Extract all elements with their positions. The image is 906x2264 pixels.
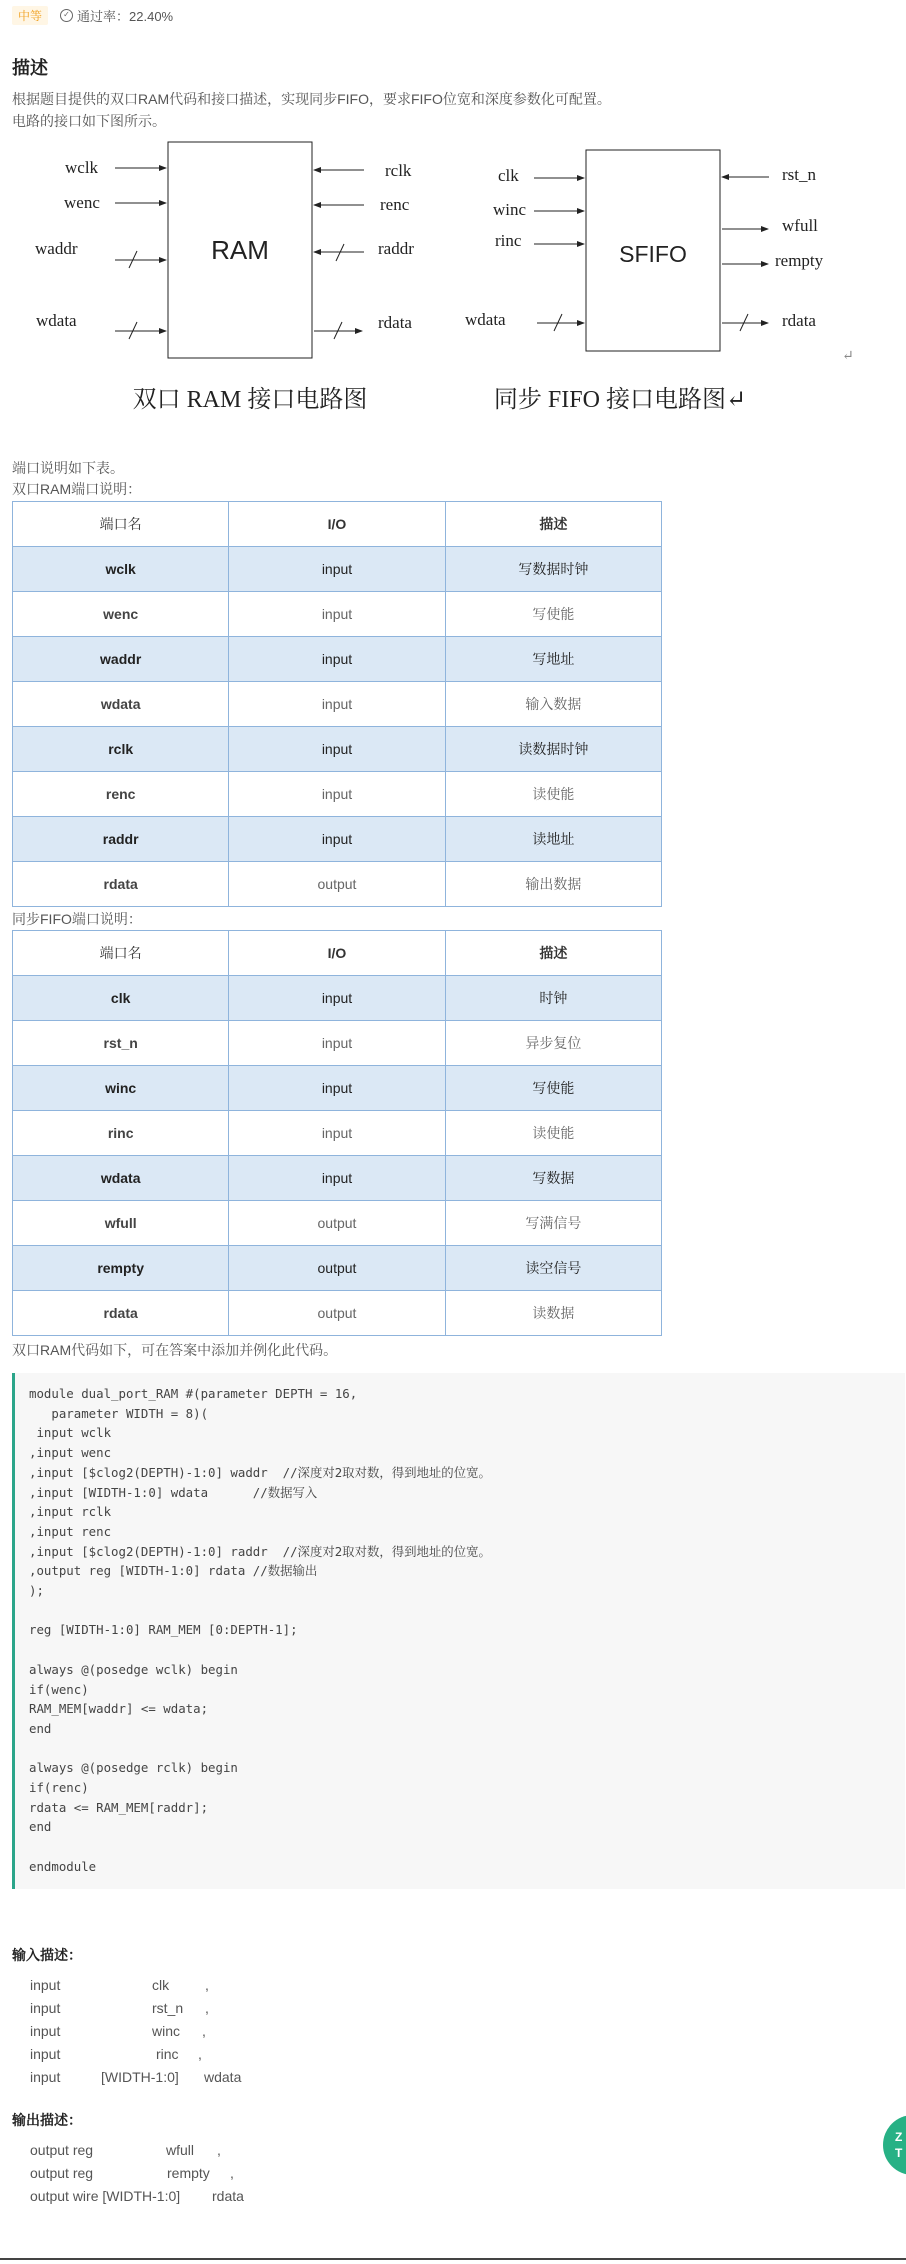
cell-port: rempty [13, 1246, 229, 1291]
cell-port: waddr [13, 637, 229, 682]
signal-name: winc [152, 2023, 181, 2039]
sfifo-port-rinc: rinc [495, 231, 522, 250]
cell-desc: 读使能 [445, 772, 661, 817]
cell-port: rdata [13, 1291, 229, 1336]
table-row [13, 817, 662, 862]
cell-port: wfull [13, 1201, 229, 1246]
floating-button-label-2: T [895, 2146, 903, 2160]
table-row [13, 1111, 662, 1156]
header-description: 描述 [445, 931, 661, 976]
signal-name: rst_n [152, 2000, 184, 2016]
table-row [13, 862, 662, 907]
pass-rate: 通过率：22.40% [77, 8, 174, 24]
signal-dir: input [30, 2023, 61, 2039]
table-row [13, 682, 662, 727]
cell-io: output [229, 1201, 445, 1246]
ram-port-raddr: raddr [378, 239, 414, 258]
cell-port: raddr [13, 817, 229, 862]
table-row [13, 1291, 662, 1336]
floating-assistant-button[interactable] [883, 2115, 906, 2175]
table-row [13, 637, 662, 682]
cell-io: input [229, 1066, 445, 1111]
cell-port: wenc [13, 592, 229, 637]
cell-io: output [229, 862, 445, 907]
ram-port-wenc: wenc [64, 193, 100, 212]
sfifo-port-rst-n: rst_n [782, 165, 816, 184]
sfifo-port-wdata: wdata [465, 310, 506, 329]
table-row [13, 772, 662, 817]
signal-sep: , [230, 2165, 234, 2181]
ram-caption: 双口 RAM 接口电路图 [132, 387, 368, 413]
signal-dir: output wire [WIDTH-1:0] [30, 2188, 181, 2204]
signal-name: rinc [156, 2046, 179, 2062]
cell-desc: 写地址 [445, 637, 661, 682]
ram-table-title: 双口RAM端口说明： [12, 481, 142, 497]
ram-port-wdata: wdata [36, 311, 77, 330]
cell-desc: 写使能 [445, 592, 661, 637]
fifo-table-title: 同步FIFO端口说明： [12, 911, 142, 927]
cell-desc: 输出数据 [445, 862, 661, 907]
input-desc-title: 输入描述： [12, 1947, 82, 1963]
port-intro: 端口说明如下表。 [12, 460, 124, 476]
table-row [13, 1021, 662, 1066]
cell-desc: 输入数据 [445, 682, 661, 727]
signal-name: wfull [166, 2142, 195, 2158]
signal-dir: input [30, 2046, 61, 2062]
sfifo-port-rdata: rdata [782, 311, 816, 330]
description-line-1: 根据题目提供的双口RAM代码和接口描述，实现同步FIFO，要求FIFO位宽和深度参数化可配置。 [12, 91, 611, 107]
cell-port: wdata [13, 682, 229, 727]
cell-io: input [229, 592, 445, 637]
cell-port: renc [13, 772, 229, 817]
description-line-2: 电路的接口如下图所示。 [12, 113, 166, 129]
cell-port: rinc [13, 1111, 229, 1156]
cell-desc: 异步复位 [445, 1021, 661, 1066]
header-io: I/O [229, 931, 445, 976]
header-port-name: 端口名 [13, 931, 229, 976]
ram-port-wclk: wclk [65, 158, 99, 177]
header-io: I/O [229, 502, 445, 547]
floating-button-label-1: Z [895, 2130, 903, 2144]
sfifo-caption: 同步 FIFO 接口电路图↵ [493, 387, 747, 413]
cell-io: input [229, 976, 445, 1021]
cell-io: input [229, 682, 445, 727]
cell-port: rst_n [13, 1021, 229, 1066]
cell-desc: 读空信号 [445, 1246, 661, 1291]
ram-port-waddr: waddr [35, 239, 78, 258]
signal-dir: output reg [30, 2165, 94, 2181]
cell-port: clk [13, 976, 229, 1021]
table-header-row [13, 502, 662, 547]
signal-sep: , [198, 2046, 202, 2062]
signal-name: wdata [204, 2069, 242, 2085]
sfifo-port-winc: winc [493, 200, 527, 219]
cell-io: input [229, 1111, 445, 1156]
cell-port: winc [13, 1066, 229, 1111]
cell-io: input [229, 727, 445, 772]
cell-io: input [229, 637, 445, 682]
signal-name: clk [152, 1977, 170, 1993]
cell-port: wclk [13, 547, 229, 592]
sfifo-block-label: SFIFO [619, 241, 687, 267]
table-row [13, 1066, 662, 1111]
cell-io: input [229, 1156, 445, 1201]
cell-io: input [229, 1021, 445, 1066]
cell-desc: 读数据 [445, 1291, 661, 1336]
check-circle-icon: ✓ [60, 9, 73, 22]
verilog-code[interactable]: module dual_port_RAM #(parameter DEPTH = 16, parameter WIDTH = 8)( input wclk ,input wenc ,input [$clog2(DEPTH)-1:0] waddr //深度对2取对数，得到地址的位宽。 ,input [WIDTH-1:0] wdata //数据写入 ,input rclk ,input renc ,input [$clog2(DEPTH)-1:0] raddr //深度对2取对数，得到地址的位宽。 ,output reg [WIDTH-1:0] rdata //数据输出 ); reg [WIDTH-1:0] RAM_MEM [0:DEPTH-1]; always @(posedge wclk) begin if(wenc) RAM_MEM[waddr] <= wdata; end always @(posedge rclk) begin if(renc) rdata <= RAM_MEM[raddr]; end endmodule [29, 1386, 491, 1874]
cell-desc: 时钟 [445, 976, 661, 1021]
code-block[interactable] [12, 1373, 905, 1889]
cell-io: input [229, 547, 445, 592]
description-text [12, 88, 611, 132]
cell-port: rdata [13, 862, 229, 907]
stray-return-mark: ↵ [842, 349, 854, 364]
cell-desc: 读数据时钟 [445, 727, 661, 772]
ram-block-label: RAM [211, 235, 269, 265]
cell-desc: 写数据时钟 [445, 547, 661, 592]
ram-port-rdata: rdata [378, 313, 412, 332]
signal-dir: input [30, 2000, 61, 2016]
cell-port: wdata [13, 1156, 229, 1201]
interface-diagram [12, 135, 862, 425]
cell-io: input [229, 772, 445, 817]
sfifo-port-wfull: wfull [782, 216, 818, 235]
cell-port: rclk [13, 727, 229, 772]
cell-desc: 写数据 [445, 1156, 661, 1201]
ram-port-renc: renc [380, 195, 410, 214]
table-row [13, 727, 662, 772]
cell-io: input [229, 817, 445, 862]
difficulty-badge: 中等 [12, 6, 48, 25]
table-row [13, 1201, 662, 1246]
table-row [13, 547, 662, 592]
page-bottom-divider [0, 2258, 906, 2260]
signal-sep: , [217, 2142, 221, 2158]
cell-desc: 读地址 [445, 817, 661, 862]
signal-dir: input [30, 1977, 61, 1993]
cell-desc: 写使能 [445, 1066, 661, 1111]
header-description: 描述 [445, 502, 661, 547]
signal-sep: , [202, 2023, 206, 2039]
table-row [13, 1156, 662, 1201]
ram-port-table [12, 501, 662, 907]
output-desc-title: 输出描述： [12, 2112, 82, 2128]
signal-width: [WIDTH-1:0] [101, 2069, 179, 2085]
signal-sep: , [205, 2000, 209, 2016]
sfifo-port-clk: clk [498, 166, 519, 185]
signal-name: rempty [167, 2165, 210, 2181]
cell-desc: 读使能 [445, 1111, 661, 1156]
cell-io: output [229, 1291, 445, 1336]
table-row [13, 592, 662, 637]
signal-dir: output reg [30, 2142, 94, 2158]
ram-port-rclk: rclk [385, 161, 412, 180]
cell-io: output [229, 1246, 445, 1291]
signal-dir: input [30, 2069, 61, 2085]
header-port-name: 端口名 [13, 502, 229, 547]
description-title: 描述 [12, 58, 48, 78]
sfifo-port-rempty: rempty [775, 251, 824, 270]
signal-sep: , [205, 1977, 209, 1993]
fifo-port-table [12, 930, 662, 1336]
table-row [13, 1246, 662, 1291]
problem-meta [12, 4, 173, 26]
table-row [13, 976, 662, 1021]
signal-name: rdata [212, 2188, 244, 2204]
code-intro: 双口RAM代码如下，可在答案中添加并例化此代码。 [12, 1342, 338, 1358]
table-header-row [13, 931, 662, 976]
cell-desc: 写满信号 [445, 1201, 661, 1246]
